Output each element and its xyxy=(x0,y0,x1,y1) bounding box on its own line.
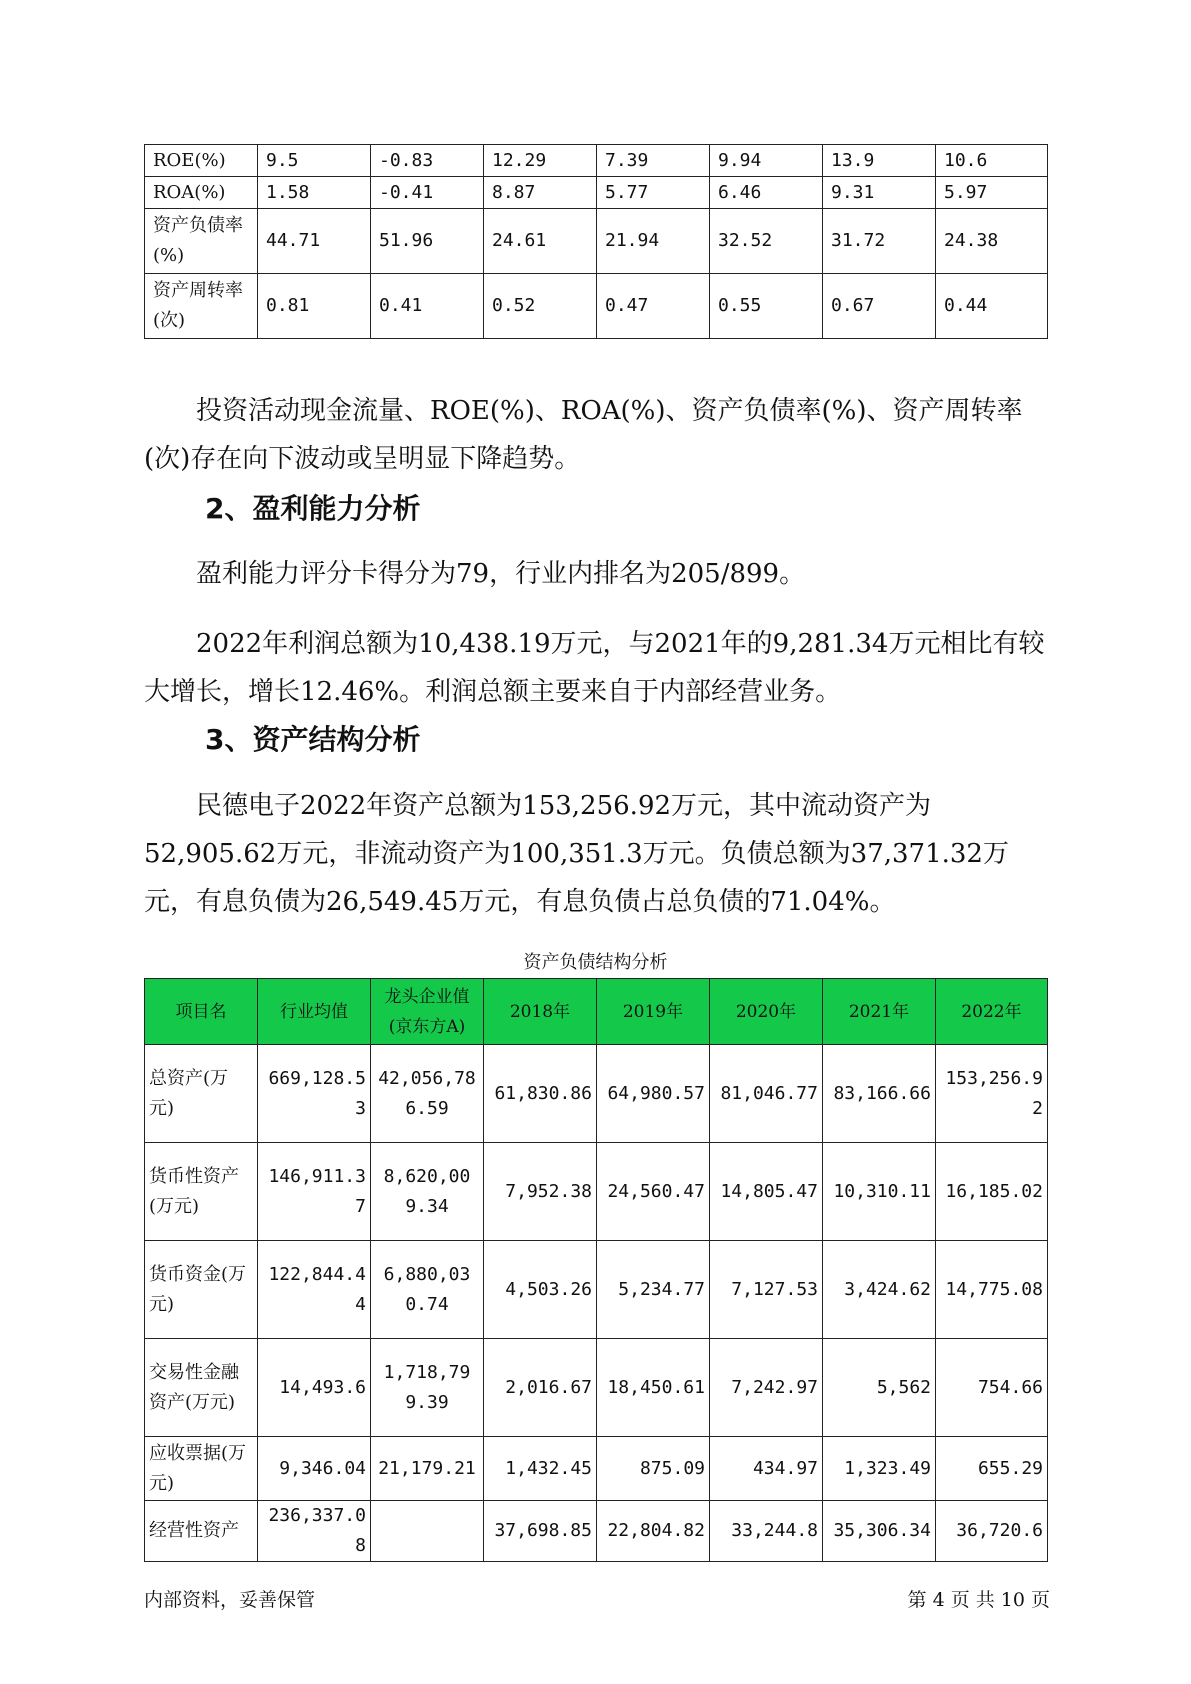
table-cell: 9.94 xyxy=(710,145,823,177)
column-header: 行业均值 xyxy=(258,979,371,1045)
footer-page-number: 第 4 页 共 10 页 xyxy=(907,1589,1050,1611)
table-cell: -0.83 xyxy=(371,145,484,177)
financial-ratio-table xyxy=(144,144,1048,339)
table-cell: 7,952.38 xyxy=(484,1143,597,1241)
table-cell: 12.29 xyxy=(484,145,597,177)
table-cell: 24,560.47 xyxy=(597,1143,710,1241)
table-cell: 9.31 xyxy=(823,177,936,209)
table-cell: 1,718,799.39 xyxy=(371,1339,484,1437)
column-header: 2018年 xyxy=(484,979,597,1045)
table-cell: 6,880,030.74 xyxy=(371,1241,484,1339)
row-label: 货币资金(万元) xyxy=(145,1241,258,1339)
table-row xyxy=(145,1437,1048,1501)
table-cell: 5.77 xyxy=(597,177,710,209)
asset-detail-paragraph: 民德电子2022年资产总额为153,256.92万元，其中流动资产为52,905.62万元，非流动资产为100,351.3万元。负债总额为37,371.32万元，有息负债为26,549.45万元，有息负债占总负债的71.04%。 xyxy=(144,791,1009,917)
row-label: ROE(%) xyxy=(145,145,258,177)
table-cell: 0.52 xyxy=(484,274,597,339)
table-cell: 32.52 xyxy=(710,209,823,274)
table-cell: 7,127.53 xyxy=(710,1241,823,1339)
column-header: 龙头企业值(京东方A) xyxy=(371,979,484,1045)
table-cell: 434.97 xyxy=(710,1437,823,1501)
table-cell: 655.29 xyxy=(936,1437,1048,1501)
table-cell: 754.66 xyxy=(936,1339,1048,1437)
row-label: 经营性资产 xyxy=(145,1501,258,1562)
table-cell: 21,179.21 xyxy=(371,1437,484,1501)
table-row xyxy=(145,1339,1048,1437)
section-heading-asset-structure: 3、资产结构分析 xyxy=(205,723,421,756)
table-cell: 2,016.67 xyxy=(484,1339,597,1437)
table-cell: 1,432.45 xyxy=(484,1437,597,1501)
section-heading-profitability: 2、盈利能力分析 xyxy=(205,492,421,525)
table-row xyxy=(145,274,1048,339)
table-cell: 5.97 xyxy=(936,177,1048,209)
table-cell: 14,805.47 xyxy=(710,1143,823,1241)
trend-paragraph: 投资活动现金流量、ROE(%)、ROA(%)、资产负债率(%)、资产周转率(次)存在向下波动或呈明显下降趋势。 xyxy=(144,396,1023,474)
table-cell: 7.39 xyxy=(597,145,710,177)
table-cell: 13.9 xyxy=(823,145,936,177)
column-header: 2019年 xyxy=(597,979,710,1045)
row-label: ROA(%) xyxy=(145,177,258,209)
table-cell: 10,310.11 xyxy=(823,1143,936,1241)
table-row xyxy=(145,145,1048,177)
profit-detail-paragraph: 2022年利润总额为10,438.19万元，与2021年的9,281.34万元相比有较大增长，增长12.46%。利润总额主要来自于内部经营业务。 xyxy=(144,629,1045,707)
table-cell: 51.96 xyxy=(371,209,484,274)
column-header: 项目名 xyxy=(145,979,258,1045)
table-cell: 7,242.97 xyxy=(710,1339,823,1437)
table-row xyxy=(145,1241,1048,1339)
table-row xyxy=(145,177,1048,209)
table-caption: 资产负债结构分析 xyxy=(523,952,668,973)
table-cell: 5,234.77 xyxy=(597,1241,710,1339)
table-cell: 22,804.82 xyxy=(597,1501,710,1562)
table-cell: 3,424.62 xyxy=(823,1241,936,1339)
table-row xyxy=(145,1143,1048,1241)
table-cell: 83,166.66 xyxy=(823,1045,936,1143)
table-cell xyxy=(371,1501,484,1562)
table-cell: 18,450.61 xyxy=(597,1339,710,1437)
table-cell: 9.5 xyxy=(258,145,371,177)
table-cell: 81,046.77 xyxy=(710,1045,823,1143)
row-label: 资产周转率(次) xyxy=(145,274,258,339)
table-cell: 5,562 xyxy=(823,1339,936,1437)
table-cell: 0.81 xyxy=(258,274,371,339)
table-header-row xyxy=(145,979,1048,1045)
row-label: 货币性资产(万元) xyxy=(145,1143,258,1241)
table-cell: 24.61 xyxy=(484,209,597,274)
table-cell: 0.55 xyxy=(710,274,823,339)
row-label: 资产负债率(%) xyxy=(145,209,258,274)
table-cell: 31.72 xyxy=(823,209,936,274)
table-cell: 1.58 xyxy=(258,177,371,209)
table-cell: 0.67 xyxy=(823,274,936,339)
row-label: 总资产(万元) xyxy=(145,1045,258,1143)
table-cell: 146,911.37 xyxy=(258,1143,371,1241)
table-cell: 36,720.6 xyxy=(936,1501,1048,1562)
table-cell: 35,306.34 xyxy=(823,1501,936,1562)
table-cell: 14,775.08 xyxy=(936,1241,1048,1339)
table-cell: 61,830.86 xyxy=(484,1045,597,1143)
table-cell: 10.6 xyxy=(936,145,1048,177)
table-cell: 875.09 xyxy=(597,1437,710,1501)
table-cell: -0.41 xyxy=(371,177,484,209)
table-cell: 42,056,786.59 xyxy=(371,1045,484,1143)
table-cell: 8,620,009.34 xyxy=(371,1143,484,1241)
row-label: 交易性金融资产(万元) xyxy=(145,1339,258,1437)
table-cell: 21.94 xyxy=(597,209,710,274)
column-header: 2021年 xyxy=(823,979,936,1045)
profit-score-paragraph: 盈利能力评分卡得分为79，行业内排名为205/899。 xyxy=(196,559,806,589)
table-cell: 8.87 xyxy=(484,177,597,209)
table-row xyxy=(145,1501,1048,1562)
table-cell: 0.41 xyxy=(371,274,484,339)
table-cell: 24.38 xyxy=(936,209,1048,274)
column-header: 2020年 xyxy=(710,979,823,1045)
table-cell: 37,698.85 xyxy=(484,1501,597,1562)
table-cell: 64,980.57 xyxy=(597,1045,710,1143)
table-cell: 33,244.8 xyxy=(710,1501,823,1562)
table-cell: 9,346.04 xyxy=(258,1437,371,1501)
table-cell: 44.71 xyxy=(258,209,371,274)
table-cell: 122,844.44 xyxy=(258,1241,371,1339)
table-cell: 4,503.26 xyxy=(484,1241,597,1339)
table-cell: 0.47 xyxy=(597,274,710,339)
table-cell: 236,337.08 xyxy=(258,1501,371,1562)
column-header: 2022年 xyxy=(936,979,1048,1045)
table-cell: 6.46 xyxy=(710,177,823,209)
table-row xyxy=(145,1045,1048,1143)
table-cell: 0.44 xyxy=(936,274,1048,339)
table-cell: 14,493.6 xyxy=(258,1339,371,1437)
table-cell: 16,185.02 xyxy=(936,1143,1048,1241)
table-row xyxy=(145,209,1048,274)
table-cell: 1,323.49 xyxy=(823,1437,936,1501)
footer-confidential-note: 内部资料，妥善保管 xyxy=(144,1589,316,1611)
table-cell: 153,256.92 xyxy=(936,1045,1048,1143)
balance-sheet-structure-table xyxy=(144,978,1048,1562)
row-label: 应收票据(万元) xyxy=(145,1437,258,1501)
table-cell: 669,128.53 xyxy=(258,1045,371,1143)
